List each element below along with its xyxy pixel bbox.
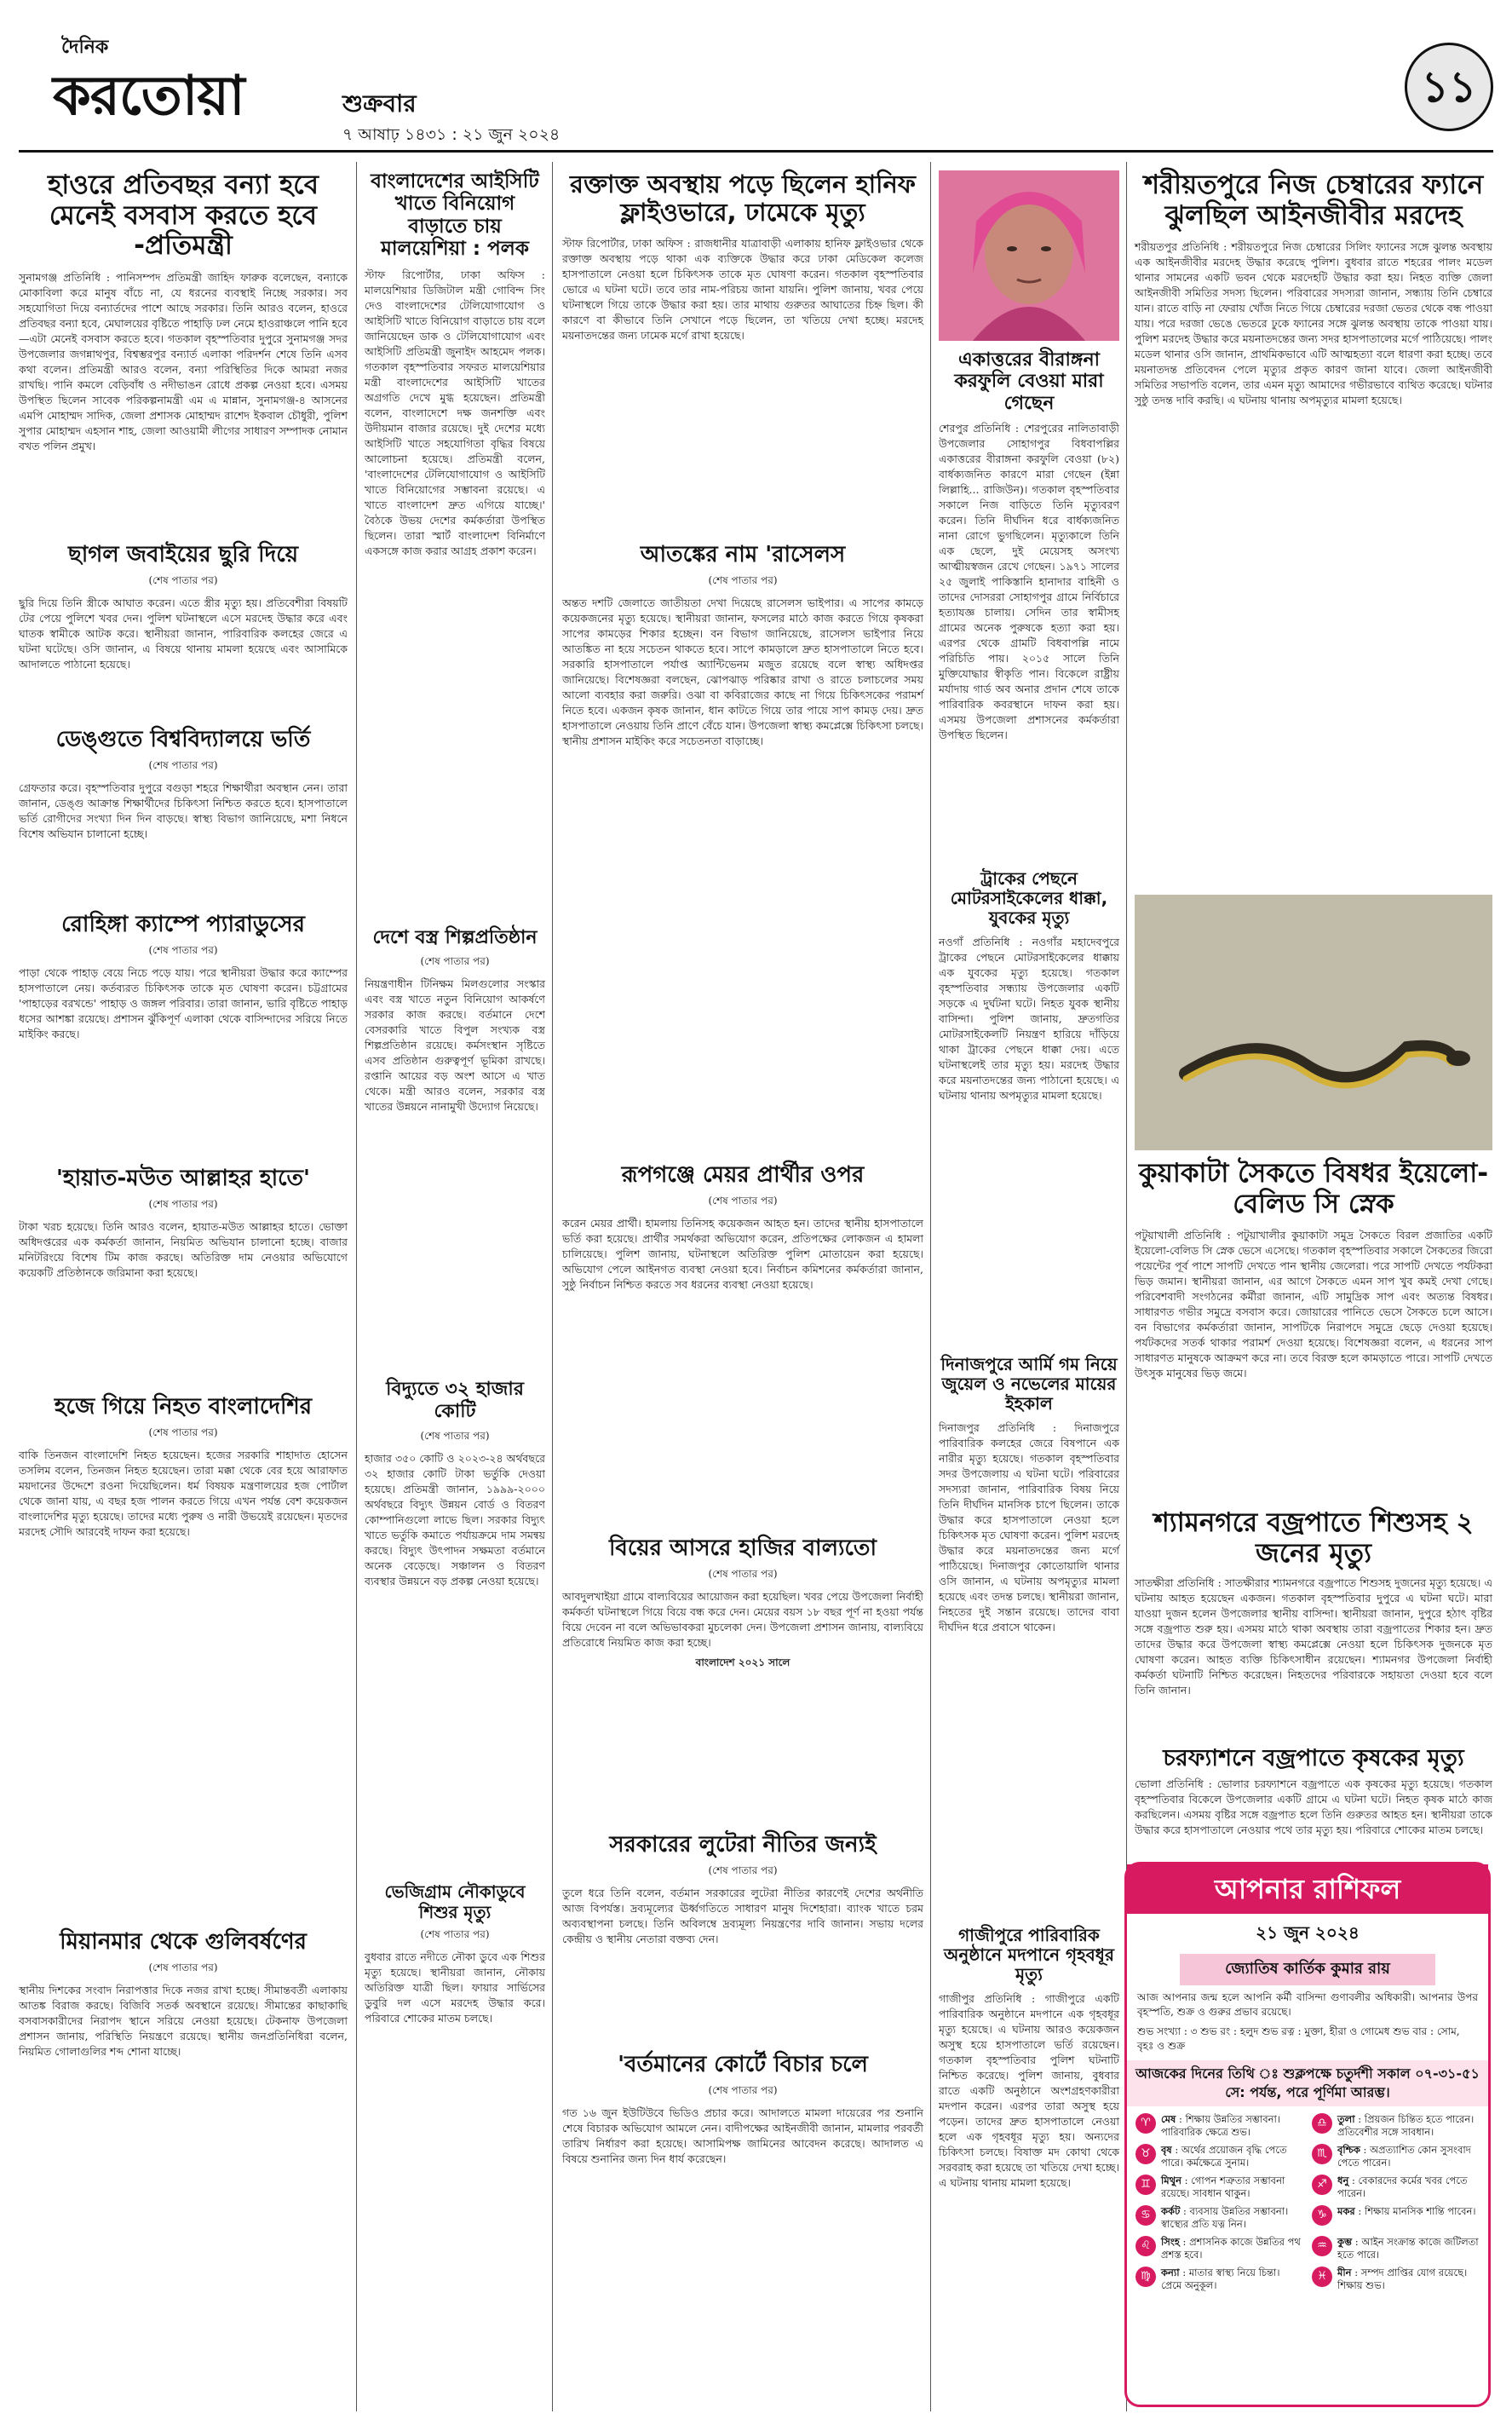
newspaper-logo: [53, 32, 325, 135]
headline: 'হায়াত-মউত আল্লাহর হাতে': [55, 1166, 311, 1191]
continued-note: (শেষ পাতার পর): [708, 1568, 778, 1581]
article-body: দিনাজপুর প্রতিনিধি : দিনাজপুরে পারিবারিক কলহের জেরে বিষপানে এক নারীর মৃত্যু হয়েছে। গতকাল বৃহস্পতিবার সদর উপজেলায় এ ঘটনা ঘটে। পরিবারের সদস্যরা জানান, পারিবারিক বিষয় নিয়ে তিনি দীর্ঘদিন মানসিক চাপে ছিলেন। তাকে উদ্ধার করে হাসপাতালে নেওয়া হলে চিকিৎসক মৃত ঘোষণা করেন। পুলিশ মরদেহ উদ্ধার করে ময়নাতদন্তের জন্য মর্গে পাঠিয়েছে। দিনাজপুর কোতোয়ালি থানার ওসি জানান, এ ঘটনায় অপমৃত্যুর মামলা হয়েছে এবং তদন্ত চলছে। স্থানীয়রা জানান, নিহতের দুই সন্তান রয়েছে। তাদের বাবা দীর্ঘদিন ধরে প্রবাসে থাকেন।: [939, 1421, 1123, 1633]
zodiac-sign-name: সিংহ: [1161, 2236, 1180, 2248]
zodiac-sign-name: কর্কট: [1161, 2205, 1181, 2217]
headline: রক্তাক্ত অবস্থায় পড়ে ছিলেন হানিফ ফ্লাইওভারে, ঢামেকে মৃত্যু: [570, 170, 916, 228]
zodiac-sign-name: কুম্ভ: [1337, 2236, 1353, 2248]
zodiac-glyph-icon: ♈: [1135, 2113, 1156, 2134]
headline: 'বর্তমানের কোর্টে বিচার চলে: [618, 2052, 868, 2077]
article-body: বাকি তিনজন বাংলাদেশি নিহত হয়েছেন। হজের সরকারি শাহাদাত হোসেন তসলিম বলেন, তিনজন নিহত হয়েছেন। তারা মক্কা থেকে বের হয়ে আরাফাত ময়দানের উদ্দেশে রওনা দিয়েছিলেন। ধর্ম বিষয়ক মন্ত্রণালয়ের হজ পোর্টাল থেকে জানা যায়, এ বছর হজ পালন করতে গিয়ে এখন পর্যন্ত বেশ কয়েকজন বাংলাদেশির মৃত্যু হয়েছে। তাদের মধ্যে পুরুষ ও নারী উভয়েই রয়েছেন। মৃতদের মরদেহ সৌদি আরবেই দাফন করা হয়েছে।: [19, 1449, 351, 1539]
zodiac-sign-item: [1312, 2144, 1480, 2169]
zodiac-sign-item: [1135, 2113, 1303, 2139]
photo-woman-portrait: [939, 170, 1119, 341]
article-goat-knife: [19, 535, 351, 714]
zodiac-sign-reading: : অপ্রত্যাশিত কোন সুসংবাদ পেতে পারেন।: [1337, 2144, 1471, 2169]
zodiac-sign-name: মীন: [1337, 2267, 1352, 2278]
article-body: শরীয়তপুর প্রতিনিধি : শরীয়তপুরে নিজ চেম্বারের সিলিং ফ্যানের সঙ্গে ঝুলন্ত অবস্থায় এক আইনজীবীর মরদেহ উদ্ধার করেছে পুলিশ। বুধবার রাতে শহরের পালং মডেল থানার সামনের একটি ভবন থেকে মরদেহটি উদ্ধার করা হয়। নিহত ব্যক্তি জেলা আইনজীবী সমিতির সদস্য ছিলেন। পরিবারের সদস্যরা জানান, সন্ধ্যায় তিনি চেম্বারে যান। রাতে বাড়ি না ফেরায় খোঁজ নিতে গিয়ে চেম্বারের দরজা ভেতর থেকে বন্ধ পাওয়া যায়। পরে দরজা ভেঙে ভেতরে ঢুকে ফ্যানের সঙ্গে ঝুলন্ত অবস্থায় তাকে পাওয়া যায়। পুলিশ মরদেহ উদ্ধার করে ময়নাতদন্তের জন্য সদর হাসপাতালের মর্গে পাঠিয়েছে। পালং মডেল থানার ওসি জানান, প্রাথমিকভাবে এটি আত্মহত্যা বলে ধারণা করা হচ্ছে। তবে ময়নাতদন্ত প্রতিবেদন পেলে মৃত্যুর প্রকৃত কারণ জানা যাবে। জেলা আইনজীবী সমিতির সভাপতি বলেন, তার এমন মৃত্যু আমাদের গভীরভাবে ব্যথিত করেছে। ঘটনার সুষ্ঠু তদন্ত দাবি করছি। এ ঘটনায় থানায় অপমৃত্যুর মামলা হয়েছে।: [1135, 240, 1496, 407]
column-rule: [356, 162, 357, 2411]
article-body: করেন মেয়র প্রার্থী। হামলায় তিনিসহ কয়েকজন আহত হন। তাদের স্থানীয় হাসপাতালে ভর্তি করা হয়েছে। প্রার্থীর সমর্থকরা অভিযোগ করেন, প্রতিপক্ষের লোকজন এ হামলা চালিয়েছে। পুলিশ জানায়, ঘটনাস্থলে অতিরিক্ত পুলিশ মোতায়েন করা হয়েছে। অভিযোগ পেলে আইনগত ব্যবস্থা নেওয়া হবে। নির্বাচন কমিশনের কর্মকর্তারা জানান, সুষ্ঠু নির্বাচন নিশ্চিত করতে সব ধরনের ব্যবস্থা নেওয়া হয়েছে।: [562, 1217, 927, 1292]
headline: রোহিঙ্গা ক্যাম্পে প্যারাডুসের: [61, 912, 305, 937]
horoscope-lucky-info: শুভ সংখ্যা : ৩ শুভ রং : হলুদ শুভ রত্ন : মুক্তা, হীরা ও গোমেধ শুভ বার : সোম, বৃহঃ ও শুক্র: [1137, 2025, 1460, 2052]
logo-small-text: দৈনিক: [61, 37, 109, 58]
logo-main-text: করতোয়া: [53, 65, 244, 128]
article-child-marriage: [562, 1529, 927, 1818]
article-myanmar-firing: [19, 1922, 351, 2408]
headline: শ্যামনগরে বজ্রপাতে শিশুসহ ২ জনের মৃত্যু: [1153, 1507, 1474, 1569]
article-flood-haor: [19, 170, 351, 528]
zodiac-sign-item: [1135, 2175, 1303, 2200]
headline: রূপগঞ্জে মেয়র প্রার্থীর ওপর: [621, 1162, 865, 1188]
article-body: স্টাফ রিপোর্টার, ঢাকা অফিস : মালয়েশিয়ার ডিজিটাল মন্ত্রী গোবিন্দ সিং দেও বাংলাদেশের টেলিযোগাযোগ ও আইসিটি খাতে বিনিয়োগ বাড়াতে চায় বলে জানিয়েছেন ডাক ও টেলিযোগাযোগ এবং আইসিটি প্রতিমন্ত্রী জুনাইদ আহমেদ পলক। গতকাল বৃহস্পতিবার সফরত মালয়েশিয়ার মন্ত্রী বাংলাদেশের আইসিটি খাতের অগ্রগতি দেখে মুগ্ধ হয়েছেন। প্রতিমন্ত্রী বলেন, বাংলাদেশে দক্ষ জনশক্তি এবং উদীয়মান বাজার রয়েছে। দুই দেশের মধ্যে আইসিটি খাতে সহযোগিতা বৃদ্ধির বিষয়ে আলোচনা হয়েছে। প্রতিমন্ত্রী বলেন, 'বাংলাদেশের টেলিযোগাযোগ ও আইসিটি খাতে বিনিয়োগের সম্ভাবনা রয়েছে। এ খাতে বাংলাদেশ দ্রুত এগিয়ে যাচ্ছে।' বৈঠকে উভয় দেশের কর্মকর্তারা উপস্থিত ছিলেন। তারা স্মার্ট বাংলাদেশ বিনির্মাণে একসঙ্গে কাজ করার আগ্রহ প্রকাশ করেন।: [365, 268, 549, 557]
zodiac-sign-name: তুলা: [1337, 2113, 1355, 2125]
horoscope-box: [1124, 1862, 1491, 2407]
zodiac-sign-text: [1161, 2267, 1303, 2292]
zodiac-sign-item: [1312, 2175, 1480, 2200]
zodiac-glyph-icon: ♉: [1135, 2144, 1156, 2164]
article-body: টাকা খরচ হয়েছে। তিনি আরও বলেন, হায়াত-মউত আল্লাহর হাতে। ভোক্তা অধিদপ্তরের এক কর্মকর্তা জানান, নিয়মিত অভিযান চালানো হচ্ছে। বাজার মনিটরিংয়ে বিশেষ টিম কাজ করছে। অতিরিক্ত দাম নেওয়ার অভিযোগে কয়েকটি প্রতিষ্ঠানকে জরিমানা করা হয়েছে।: [19, 1220, 351, 1280]
zodiac-sign-name: বৃশ্চিক: [1337, 2144, 1360, 2156]
zodiac-sign-name: মিথুন: [1161, 2175, 1181, 2186]
article-body: সাতক্ষীরা প্রতিনিধি : সাতক্ষীরার শ্যামনগরে বজ্রপাতে শিশুসহ দুজনের মৃত্যু হয়েছে। এ ঘটনায় আহত হয়েছেন একজন। গতকাল বৃহস্পতিবার দুপুরে এ ঘটনা ঘটে। মারা যাওয়া দুজন হলেন উপজেলার স্থানীয় বাসিন্দা। স্থানীয়রা জানান, দুপুরে হঠাৎ বৃষ্টির সঙ্গে বজ্রপাত শুরু হয়। এসময় মাঠে থাকা অবস্থায় তারা বজ্রপাতের শিকার হন। দ্রুত তাদের উদ্ধার করে উপজেলা স্বাস্থ্য কমপ্লেক্সে নেওয়া হলে চিকিৎসক দুজনকে মৃত ঘোষণা করেন। আহত ব্যক্তি চিকিৎসাধীন রয়েছেন। শ্যামনগর উপজেলা নির্বাহী কর্মকর্তা ঘটনাটি নিশ্চিত করেছেন। নিহতদের পরিবারকে সহায়তা দেওয়া হবে বলে তিনি জানান।: [1135, 1576, 1496, 1697]
zodiac-grid: [1127, 2106, 1488, 2299]
zodiac-sign-reading: : প্রশাসনিক কাজে উন্নতির পথ প্রশস্ত হবে।: [1161, 2236, 1301, 2261]
zodiac-sign-reading: : বেকারদের কর্মের খবর পেতে পারেন।: [1337, 2175, 1468, 2199]
photo-sea-snake: [1135, 895, 1492, 1150]
continued-note: (শেষ পাতার পর): [420, 1928, 490, 1940]
article-body: সুনামগঞ্জ প্রতিনিধি : পানিসম্পদ প্রতিমন্ত্রী জাহিদ ফারুক বলেছেন, বন্যাকে মোকাবিলা করে মানুষ বাঁচে না, যে ধরনের ব্যবস্থাই নিচ্ছে সরকার। সব সহযোগিতা দিয়ে বন্যার্তদের পাশে আছে সরকার। তিনি আরও বলেন, হাওরে প্রতিবছর বন্যা হবে, মেঘালয়ের বৃষ্টিতে পাহাড়ি ঢল নেমে হাওরাঞ্চলে পানি হবে—এটা মেনেই বসবাস করতে হবে। গতকাল বৃহস্পতিবার দুপুরে সুনামগঞ্জ সদর উপজেলার জগন্নাথপুর, বিশ্বম্ভরপুর বন্যার্ত এলাকা পরিদর্শন শেষে তিনি এসব কথা বলেন। প্রতিমন্ত্রী আরও বলেন, বন্যা পরিস্থিতির দিকে আমরা নজর রাখছি। পানি কমলে বেড়িবাঁধ ও নদীভাঙন রোধে প্রকল্প নেওয়া হবে। এসময় উপস্থিত ছিলেন সাবেক পরিকল্পনামন্ত্রী এম এ মান্নান, সুনামগঞ্জ-৪ আসনের এমপি মোহাম্মদ সাদিক, জেলা প্রশাসক মোহাম্মদ রাশেদ ইকবাল চৌধুরী, পুলিশ সুপার মোহাম্মদ এহসান শাহ, জেলা আওয়ামী লীগের সাধারণ সম্পাদক নোমান বখত পলিন প্রমুখ।: [19, 270, 351, 452]
zodiac-sign-name: মকর: [1337, 2205, 1355, 2217]
section-date-line: বাংলাদেশ ২০২১ সালে: [695, 1656, 790, 1669]
article-gazipur-alcohol: [939, 1925, 1123, 2407]
article-hayat-mout: [19, 1159, 351, 1380]
article-dengue: [19, 720, 351, 899]
headline: ছাগল জবাইয়ের ছুরি দিয়ে: [67, 542, 299, 567]
zodiac-glyph-icon: ♏: [1312, 2144, 1332, 2164]
article-malaysia-ict: [365, 170, 549, 912]
zodiac-sign-text: [1161, 2113, 1303, 2139]
continued-note: (শেষ পাতার পর): [148, 1962, 218, 1974]
article-hanif-flyover: [562, 170, 927, 528]
headline: হজে গিয়ে নিহত বাংলাদেশির: [54, 1394, 313, 1420]
article-body: তুলে ধরে তিনি বলেন, বর্তমান সরকারের লুটেরা নীতির কারণেই দেশের অর্থনীতি আজ বিপর্যস্ত। দ্রব্যমূল্যের ঊর্ধ্বগতিতে সাধারণ মানুষ দিশেহারা। ব্যাংক খাতে চরম অব্যবস্থাপনা চলছে। তিনি অবিলম্বে দ্রব্যমূল্য নিয়ন্ত্রণের দাবি জানান। সভায় দলের কেন্দ্রীয় ও স্থানীয় নেতারা বক্তব্য দেন।: [562, 1887, 927, 1946]
article-body: আবদুলখাইয়া গ্রামে বাল্যবিয়ের আয়োজন করা হয়েছিল। খবর পেয়ে উপজেলা নির্বাহী কর্মকর্তা ঘটনাস্থলে গিয়ে বিয়ে বন্ধ করে দেন। মেয়ের বয়স ১৮ বছর পূর্ণ না হওয়া পর্যন্ত বিয়ে দেবেন না বলে অভিভাবকরা মুচলেকা দেন। উপজেলা প্রশাসন জানায়, বাল্যবিয়ে প্রতিরোধে নিয়মিত কাজ করা হচ্ছে।: [562, 1590, 927, 1650]
zodiac-sign-reading: : মাতার স্বাস্থ্য নিয়ে চিন্তা। প্রেমে অনুকূল।: [1161, 2267, 1280, 2291]
zodiac-sign-item: [1312, 2205, 1480, 2231]
headline: একাত্তরের বীরাঙ্গনা করফুলি বেওয়া মারা গেছেন: [954, 349, 1104, 414]
article-russells-viper: [562, 535, 927, 1149]
headline: দিনাজপুরে আর্মি গম নিয়ে জুয়েল ও নভেলের মায়ের ইহকাল: [940, 1354, 1118, 1414]
zodiac-sign-reading: : আইন সংক্রান্ত কাজে জটিলতা হতে পারে।: [1337, 2236, 1479, 2261]
headline: গাজীপুরে পারিবারিক অনুষ্ঠানে মদপানে গৃহবধূর মৃত্যু: [944, 1925, 1114, 1985]
zodiac-sign-item: [1135, 2267, 1303, 2292]
zodiac-sign-text: [1161, 2236, 1303, 2261]
headline: মিয়ানমার থেকে গুলিবর্ষণের: [60, 1929, 307, 1955]
zodiac-glyph-icon: ♋: [1135, 2205, 1156, 2226]
horoscope-date: ২১ জুন ২০২৪: [1256, 1922, 1360, 1943]
column-rule: [552, 162, 553, 2411]
issue-date: ৭ আষাঢ় ১৪৩১ : ২১ জুন ২০২৪: [342, 125, 561, 144]
zodiac-glyph-icon: ♌: [1135, 2236, 1156, 2256]
zodiac-sign-name: ধনু: [1337, 2175, 1349, 2186]
zodiac-sign-item: [1135, 2236, 1303, 2261]
headline: সরকারের লুটেরা নীতির জন্যই: [609, 1832, 877, 1858]
horoscope-tithi: আজকের দিনের তিথি ঃ শুক্লপক্ষে চতুর্দশী সকাল ০৭-৩১-৫১ সে: পর্যন্ত, পরে পূর্ণিমা আরম্ভ।: [1127, 2060, 1488, 2106]
zodiac-sign-text: [1337, 2205, 1475, 2231]
headline: দেশে বস্ত্র শিল্পপ্রতিষ্ঠান: [372, 927, 538, 948]
article-court-trial: [562, 2045, 927, 2407]
zodiac-glyph-icon: ♊: [1135, 2175, 1156, 2195]
headline: বাংলাদেশের আইসিটি খাতে বিনিয়োগ বাড়াতে চায় মালয়েশিয়া : পলক: [371, 170, 539, 261]
zodiac-glyph-icon: ♎: [1312, 2113, 1332, 2134]
zodiac-sign-text: [1337, 2236, 1480, 2261]
continued-note: (শেষ পাতার পর): [148, 574, 218, 587]
headline: শরীয়তপুরে নিজ চেম্বারের ফ্যানে ঝুলছিল আইনজীবীর মরদেহ: [1143, 170, 1484, 231]
continued-note: (শেষ পাতার পর): [148, 1198, 218, 1211]
masthead-rule: [19, 150, 1493, 153]
article-body: পটুয়াখালী প্রতিনিধি : পটুয়াখালীর কুয়াকাটা সমুদ্র সৈকতে বিরল প্রজাতির একটি ইয়েলো-বেলিড সি স্নেক ভেসে এসেছে। গতকাল বৃহস্পতিবার সকালে সৈকতের জিরো পয়েন্টের পূর্ব পাশে সাপটি দেখতে পান স্থানীয় জেলেরা। পরে সাপটি দেখতে পর্যটকরা ভিড় জমান। স্থানীয়রা জানান, এর আগে সৈকতে এমন সাপ খুব কমই দেখা গেছে। পরিবেশবাদী সংগঠনের কর্মীরা জানান, এটি সামুদ্রিক সাপ এবং অত্যন্ত বিষধর। সাধারণত গভীর সমুদ্রে বসবাস করে। জোয়ারের পানিতে ভেসে সৈকতে চলে আসে। বন বিভাগের কর্মকর্তারা জানান, সাপটিকে নিরাপদে সমুদ্রে ছেড়ে দেওয়া হয়েছে। পর্যটকদের সতর্ক থাকার পরামর্শ দেওয়া হয়েছে। বিশেষজ্ঞরা বলেন, এ ধরনের সাপ সাধারণত মানুষকে আক্রমণ করে না। তবে বিরক্ত হলে কামড়াতে পারে। সাপটি দেখতে উৎসুক মানুষের ভিড় জমে।: [1135, 1229, 1496, 1380]
article-body: গ্রেফতার করে। বৃহস্পতিবার দুপুরে বগুড়া শহরে শিক্ষার্থীরা অবস্থান নেন। তারা জানান, ডেঙ্গু আক্রান্ত শিক্ষার্থীদের চিকিৎসা নিশ্চিত করতে হবে। হাসপাতালে ভর্তি রোগীদের সংখ্যা দিন দিন বাড়ছে। স্বাস্থ্য বিভাগ জানিয়েছে, মশা নিধনে বিশেষ অভিযান চালানো হচ্ছে।: [19, 781, 351, 841]
page-number-badge: ১১: [1405, 43, 1493, 131]
zodiac-sign-reading: : শিক্ষায় উন্নতির সম্ভাবনা। পারিবারিক ক্ষেত্রে শুভ।: [1161, 2113, 1280, 2138]
horoscope-title: আপনার রাশিফল: [1127, 1864, 1488, 1914]
headline: আতঙ্কের নাম 'রাসেলস: [640, 542, 846, 567]
zodiac-sign-name: বৃষ: [1161, 2144, 1172, 2156]
article-body: স্থানীয় দিশকের সংবাদ নিরাপত্তার দিকে নজর রাখা হচ্ছে। সীমান্তবর্তী এলাকায় আতঙ্ক বিরাজ করছে। বিজিবি সতর্ক অবস্থানে রয়েছে। সীমান্তের কাছাকাছি বসবাসকারীদের নিরাপদ স্থানে সরিয়ে নেওয়া হয়েছে। টেকনাফ উপজেলা প্রশাসন জানায়, পরিস্থিতি নিয়ন্ত্রণে রয়েছে। স্থানীয় জনপ্রতিনিধিরা বলেন, নিয়মিত গোলাগুলির শব্দ শোনা যাচ্ছে।: [19, 1984, 351, 2059]
continued-note: (শেষ পাতার পর): [148, 759, 218, 772]
continued-note: (শেষ পাতার পর): [708, 574, 778, 587]
article-body: গাজীপুর প্রতিনিধি : গাজীপুরে একটি পারিবারিক অনুষ্ঠানে মদপানে এক গৃহবধূর মৃত্যু হয়েছে। এ ঘটনায় আরও কয়েকজন অসুস্থ হয়ে হাসপাতালে ভর্তি রয়েছেন। গতকাল বৃহস্পতিবার পুলিশ ঘটনাটি নিশ্চিত করেছে। পুলিশ জানায়, বুধবার রাতে একটি অনুষ্ঠানে অংশগ্রহণকারীরা মদপান করেন। এরপর তারা অসুস্থ হয়ে পড়েন। তাদের দ্রুত হাসপাতালে নেওয়া হলে এক গৃহবধূর মৃত্যু হয়। অন্যদের চিকিৎসা চলছে। বিষাক্ত মদ কোথা থেকে সরবরাহ করা হয়েছে তা খতিয়ে দেখা হচ্ছে। এ ঘটনায় থানায় মামলা হয়েছে।: [939, 1992, 1123, 2189]
zodiac-sign-name: কন্যা: [1161, 2267, 1180, 2278]
zodiac-sign-reading: : সম্পদ প্রাপ্তির যোগ রয়েছে। শিক্ষায় শুভ।: [1337, 2267, 1468, 2291]
zodiac-sign-text: [1337, 2113, 1480, 2139]
horoscope-intro: আজ আপনার জন্ম হলে আপনি কর্মী বাসিন্দা গুণাবলীর অধিকারী। আপনার উপর বৃহস্পতি, শুক্র ও গুরুর প্রভাব রয়েছে।: [1137, 1991, 1478, 2018]
article-body: স্টাফ রিপোর্টার, ঢাকা অফিস : রাজধানীর যাত্রাবাড়ী এলাকায় হানিফ ফ্লাইওভার থেকে রক্তাক্ত অবস্থায় পড়ে থাকা এক ব্যক্তিকে উদ্ধার করে ঢাকা মেডিকেল কলেজ হাসপাতালে নেওয়া হলে চিকিৎসক তাকে মৃত ঘোষণা করেন। গতকাল বৃহস্পতিবার ভোরে এ ঘটনা ঘটে। তবে তার নাম-পরিচয় জানা যায়নি। পুলিশ জানায়, খবর পেয়ে ঘটনাস্থলে গিয়ে তাকে উদ্ধার করা হয়। তার মাথায় গুরুতর আঘাতের চিহ্ন ছিল। কী কারণে বা কীভাবে তিনি সেখানে পড়ে ছিলেন, তা খতিয়ে দেখা হচ্ছে। মরদেহ ময়নাতদন্তের জন্য ঢামেক মর্গে রাখা হয়েছে।: [562, 236, 927, 342]
zodiac-sign-text: [1337, 2144, 1480, 2169]
continued-note: (শেষ পাতার পর): [708, 1864, 778, 1877]
zodiac-sign-reading: : প্রিয়জন চিন্তিত হতে পারেন। প্রতিবেশীর সঙ্গে সাবধান।: [1337, 2113, 1475, 2138]
article-boat-drown: [365, 1875, 549, 2407]
headline: চরফ্যাশনে বজ্রপাতে কৃষকের মৃত্যু: [1163, 1745, 1464, 1771]
article-dinajpur: [939, 1354, 1123, 1917]
zodiac-sign-item: [1312, 2113, 1480, 2139]
continued-note: (শেষ পাতার পর): [148, 944, 218, 957]
continued-note: (শেষ পাতার পর): [420, 955, 490, 968]
article-looting-policy: [562, 1825, 927, 2038]
continued-note: (শেষ পাতার পর): [708, 2084, 778, 2097]
article-body: হাজার ৩৫০ কোটি ও ২০২৩-২৪ অর্থবছরে ৩২ হাজার কোটি টাকা ভর্তুকি দেওয়া হয়েছে। প্রতিমন্ত্রী জানান, ১৯৯৯-২০০০ অর্থবছরে বিদ্যুৎ উন্নয়ন বোর্ড ও বিতরণ কোম্পানিগুলো লাভে ছিল। সরকার বিদ্যুৎ খাতে ভর্তুকি কমাতে পর্যায়ক্রমে দাম সমন্বয় করছে। বিদ্যুৎ উৎপাদন সক্ষমতা বর্তমানে অনেক বেড়েছে। সঞ্চালন ও বিতরণ ব্যবস্থার উন্নয়নে বড় প্রকল্প নেওয়া হয়েছে।: [365, 1451, 549, 1587]
headline: বিয়ের আসরে হাজির বাল্যতো: [608, 1535, 877, 1561]
continued-note: (শেষ পাতার পর): [148, 1426, 218, 1439]
zodiac-sign-text: [1337, 2175, 1480, 2200]
article-kuakata-snake: [1135, 1158, 1496, 1500]
zodiac-glyph-icon: ♑: [1312, 2205, 1332, 2226]
article-body: অন্তত দশটি জেলাতে জাতীয়তা দেখা দিয়েছে রাসেলস ভাইপার। এ সাপের কামড়ে কয়েকজনের মৃত্যু হয়েছে। স্থানীয়রা জানান, ফসলের মাঠে কাজ করতে গিয়ে কৃষকরা সাপের কামড়ের শিকার হচ্ছেন। বন বিভাগ জানিয়েছে, রাসেলস ভাইপার নিয়ে আতঙ্কিত না হয়ে সচেতন থাকতে হবে। সাপে কামড়ালে দ্রুত হাসপাতালে নিতে হবে। সরকারি হাসপাতালে পর্যাপ্ত অ্যান্টিভেনম মজুত রয়েছে বলে স্বাস্থ্য অধিদপ্তর জানিয়েছে। বিশেষজ্ঞরা বলছেন, ঝোপঝাড় পরিষ্কার রাখা ও রাতে চলাচলের সময় আলো ব্যবহার করা জরুরি। ওঝা বা কবিরাজের কাছে না গিয়ে চিকিৎসকের পরামর্শ নিতে হবে। একজন কৃষক জানান, ধান কাটতে গিয়ে তার পায়ে সাপ কামড় দেয়। দ্রুত হাসপাতালে নেওয়ায় তিনি প্রাণে বেঁচে যান। উপজেলা স্বাস্থ্য কমপ্লেক্সে চিকিৎসা চলছে। স্থানীয় প্রশাসন মাইকিং করে সচেতনতা বাড়াচ্ছে।: [562, 596, 927, 748]
headline: হাওরে প্রতিবছর বন্যা হবে মেনেই বসবাস করতে হবে -প্রতিমন্ত্রী: [47, 170, 319, 262]
article-lawyer-death: [1135, 170, 1496, 886]
continued-note: (শেষ পাতার পর): [708, 1195, 778, 1207]
headline: ডেঙ্গুতে বিশ্ববিদ্যালয়ে ভর্তি: [55, 727, 311, 752]
article-body: ভোলা প্রতিনিধি : ভোলার চরফ্যাশনে বজ্রপাতে এক কৃষকের মৃত্যু হয়েছে। গতকাল বৃহস্পতিবার বিকেলে উপজেলার একটি গ্রামে এ ঘটনা ঘটে। নিহত কৃষক মাঠে কাজ করছিলেন। এসময় বৃষ্টির সঙ্গে বজ্রপাত হলে তিনি গুরুতর আহত হন। স্থানীয়রা তাকে উদ্ধার করে হাসপাতালে নেওয়ার পথে তার মৃত্যু হয়। পরিবারে শোকের মাতম চলছে।: [1135, 1777, 1496, 1837]
article-body: বুধবার রাতে নদীতে নৌকা ডুবে এক শিশুর মৃত্যু হয়েছে। স্থানীয়রা জানান, নৌকায় অতিরিক্ত যাত্রী ছিল। ফায়ার সার্ভিসের ডুবুরি দল এসে মরদেহ উদ্ধার করে। পরিবারে শোকের মাতম চলছে।: [365, 1950, 549, 2025]
article-electricity: [365, 1372, 549, 1866]
zodiac-sign-item: [1312, 2267, 1480, 2292]
article-hajj: [19, 1387, 351, 1915]
masthead: [19, 17, 1493, 153]
zodiac-glyph-icon: ♓: [1312, 2267, 1332, 2287]
zodiac-sign-text: [1161, 2175, 1303, 2200]
zodiac-sign-text: [1337, 2267, 1480, 2292]
article-textile: [365, 920, 549, 1363]
headline: বিদ্যুতে ৩২ হাজার কোটি: [386, 1379, 524, 1423]
continued-note: (শেষ পাতার পর): [420, 1429, 490, 1442]
article-birangana: [939, 349, 1123, 861]
zodiac-sign-item: [1312, 2236, 1480, 2261]
article-truck-motorcycle: [939, 868, 1123, 1346]
sea-snake-illustration: [1135, 895, 1492, 1150]
zodiac-glyph-icon: ♍: [1135, 2267, 1156, 2287]
article-body: শেরপুর প্রতিনিধি : শেরপুরের নালিতাবাড়ী উপজেলার সোহাগপুর বিধবাপল্লির একাত্তরের বীরাঙ্গনা করফুলি বেওয়া (৮২) বার্ধক্যজনিত কারণে মারা গেছেন (ইন্না লিল্লাহি... রাজিউন)। গতকাল বৃহস্পতিবার সকালে নিজ বাড়িতে তিনি মৃত্যুবরণ করেন। তিনি দীর্ঘদিন ধরে বার্ধক্যজনিত নানা রোগে ভুগছিলেন। মৃত্যুকালে তিনি এক ছেলে, দুই মেয়েসহ অসংখ্য আত্মীয়স্বজন রেখে গেছেন। ১৯৭১ সালের ২৫ জুলাই পাকিস্তানি হানাদার বাহিনী ও তাদের দোসররা সোহাগপুর গ্রামে নির্বিচারে হত্যাযজ্ঞ চালায়। সেদিন তার স্বামীসহ গ্রামের অনেক পুরুষকে হত্যা করা হয়। এরপর থেকে গ্রামটি বিধবাপল্লি নামে পরিচিতি পায়। ২০১৫ সালে তিনি মুক্তিযোদ্ধার স্বীকৃতি পান। বিকেলে রাষ্ট্রীয় মর্যাদায় গার্ড অব অনার প্রদান শেষে তাকে পারিবারিক কবরস্থানে দাফন করা হয়। এসময় উপজেলা প্রশাসনের কর্মকর্তারা উপস্থিত ছিলেন।: [939, 421, 1123, 741]
zodiac-sign-reading: : অর্থের প্রয়োজন বৃদ্ধি পেতে পারে। কর্মক্ষেত্রে সুনাম।: [1161, 2144, 1287, 2169]
horoscope-author: জ্যোতিষ কার্তিক কুমার রায়: [1180, 1954, 1435, 1985]
headline: ভেজিগ্রাম নৌকাডুবে শিশুর মৃত্যু: [384, 1881, 526, 1922]
article-body: নওগাঁ প্রতিনিধি : নওগাঁর মহাদেবপুরে ট্রাকের পেছনে মোটরসাইকেলের ধাক্কায় এক যুবকের মৃত্যু হয়েছে। গতকাল বৃহস্পতিবার সন্ধ্যায় উপজেলার একটি সড়কে এ দুর্ঘটনা ঘটে। নিহত যুবক স্থানীয় বাসিন্দা। পুলিশ জানায়, দ্রুতগতির মোটরসাইকেলটি নিয়ন্ত্রণ হারিয়ে দাঁড়িয়ে থাকা ট্রাকের পেছনে ধাক্কা দেয়। এতে ঘটনাস্থলেই তার মৃত্যু হয়। মরদেহ উদ্ধার করে ময়নাতদন্তের জন্য পাঠানো হয়েছে। এ ঘটনায় থানায় অপমৃত্যুর মামলা হয়েছে।: [939, 936, 1123, 1102]
zodiac-sign-reading: : ব্যবসায় উন্নতির সম্ভাবনা। স্বাস্থ্যের প্রতি যত্ন নিন।: [1161, 2205, 1289, 2230]
article-body: পাড়া থেকে পাহাড় বেয়ে নিচে পড়ে যায়। পরে স্থানীয়রা উদ্ধার করে ক্যাম্পের হাসপাতালে নেয়। কর্তব্যরত চিকিৎসক তাকে মৃত ঘোষণা করেন। চট্টগ্রামের 'পাহাড়ের বরখন্ডে' পাহাড় ও জঙ্গল পরিবার। তারা জানান, ভারি বৃষ্টিতে পাহাড় ধসের আশঙ্কা রয়েছে। প্রশাসন ঝুঁকিপূর্ণ এলাকা থেকে বাসিন্দাদের সরিয়ে নিতে মাইকিং করছে।: [19, 966, 351, 1041]
zodiac-sign-text: [1161, 2144, 1303, 2169]
article-rupganj-mayor: [562, 1155, 927, 1522]
article-rohingya: [19, 905, 351, 1152]
headline: কুয়াকাটা সৈকতে বিষধর ইয়েলো-বেলিড সি স্নেক: [1138, 1158, 1489, 1219]
article-shyamnagar-lightning: [1135, 1507, 1496, 1738]
column-rule: [930, 162, 931, 2411]
woman-portrait-illustration: [939, 170, 1119, 341]
zodiac-glyph-icon: ♐: [1312, 2175, 1332, 2195]
zodiac-sign-reading: : শিক্ষায় মানসিক শান্তি পাবেন।: [1354, 2205, 1476, 2217]
zodiac-sign-reading: : গোপন শত্রুতার সম্ভাবনা রয়েছে। সাবধান থাকুন।: [1161, 2175, 1285, 2199]
zodiac-sign-text: [1161, 2205, 1303, 2231]
zodiac-sign-item: [1135, 2205, 1303, 2231]
headline: ট্রাকের পেছনে মোটরসাইকেলের ধাক্কা, যুবকের মৃত্যু: [950, 868, 1108, 928]
issue-day: শুক্রবার: [342, 89, 417, 118]
zodiac-sign-item: [1135, 2144, 1303, 2169]
article-charfashion-lightning: [1135, 1745, 1496, 1856]
zodiac-sign-name: মেষ: [1161, 2113, 1176, 2125]
article-body: ছুরি দিয়ে তিনি স্ত্রীকে আঘাত করেন। এতে স্ত্রীর মৃত্যু হয়। প্রতিবেশীরা বিষয়টি টের পেয়ে পুলিশে খবর দেন। পুলিশ ঘটনাস্থলে এসে মরদেহ উদ্ধার করে এবং ঘাতক স্বামীকে আটক করে। স্থানীয়রা জানান, পারিবারিক কলহের জেরে এ ঘটনা ঘটেছে। ওসি জানান, এ বিষয়ে থানায় মামলা হয়েছে এবং আসামিকে আদালতে পাঠানো হয়েছে।: [19, 596, 351, 671]
zodiac-glyph-icon: ♒: [1312, 2236, 1332, 2256]
article-body: গত ১৬ জুন ইউটিউবে ভিডিও প্রচার করে। আদালতে মামলা দায়েরের পর শুনানি শেষে বিচারক অভিযোগ আমলে নেন। বাদীপক্ষের আইনজীবী জানান, মামলার পরবর্তী তারিখ নির্ধারণ করা হয়েছে। আসামিপক্ষ জামিনের আবেদন করেছে। আদালত এ বিষয়ে শুনানির জন্য দিন ধার্য করেছেন।: [562, 2106, 927, 2166]
article-body: নিয়ন্ত্রণাধীন টিনিক্ষম মিলগুলোর সংস্কার এবং বস্ত্র খাতে নতুন বিনিয়োগ আকর্ষণে সরকার কাজ করছে। বর্তমানে দেশে বেসরকারি খাতে বিপুল সংখ্যক বস্ত্র শিল্পপ্রতিষ্ঠান রয়েছে। কর্মসংস্থান সৃষ্টিতে এসব প্রতিষ্ঠান গুরুত্বপূর্ণ ভূমিকা রাখছে। রপ্তানি আয়ের বড় অংশ আসে এ খাত থেকে। মন্ত্রী আরও বলেন, সরকার বস্ত্র খাতের উন্নয়নে নানামুখী উদ্যোগ নিয়েছে।: [365, 977, 549, 1114]
